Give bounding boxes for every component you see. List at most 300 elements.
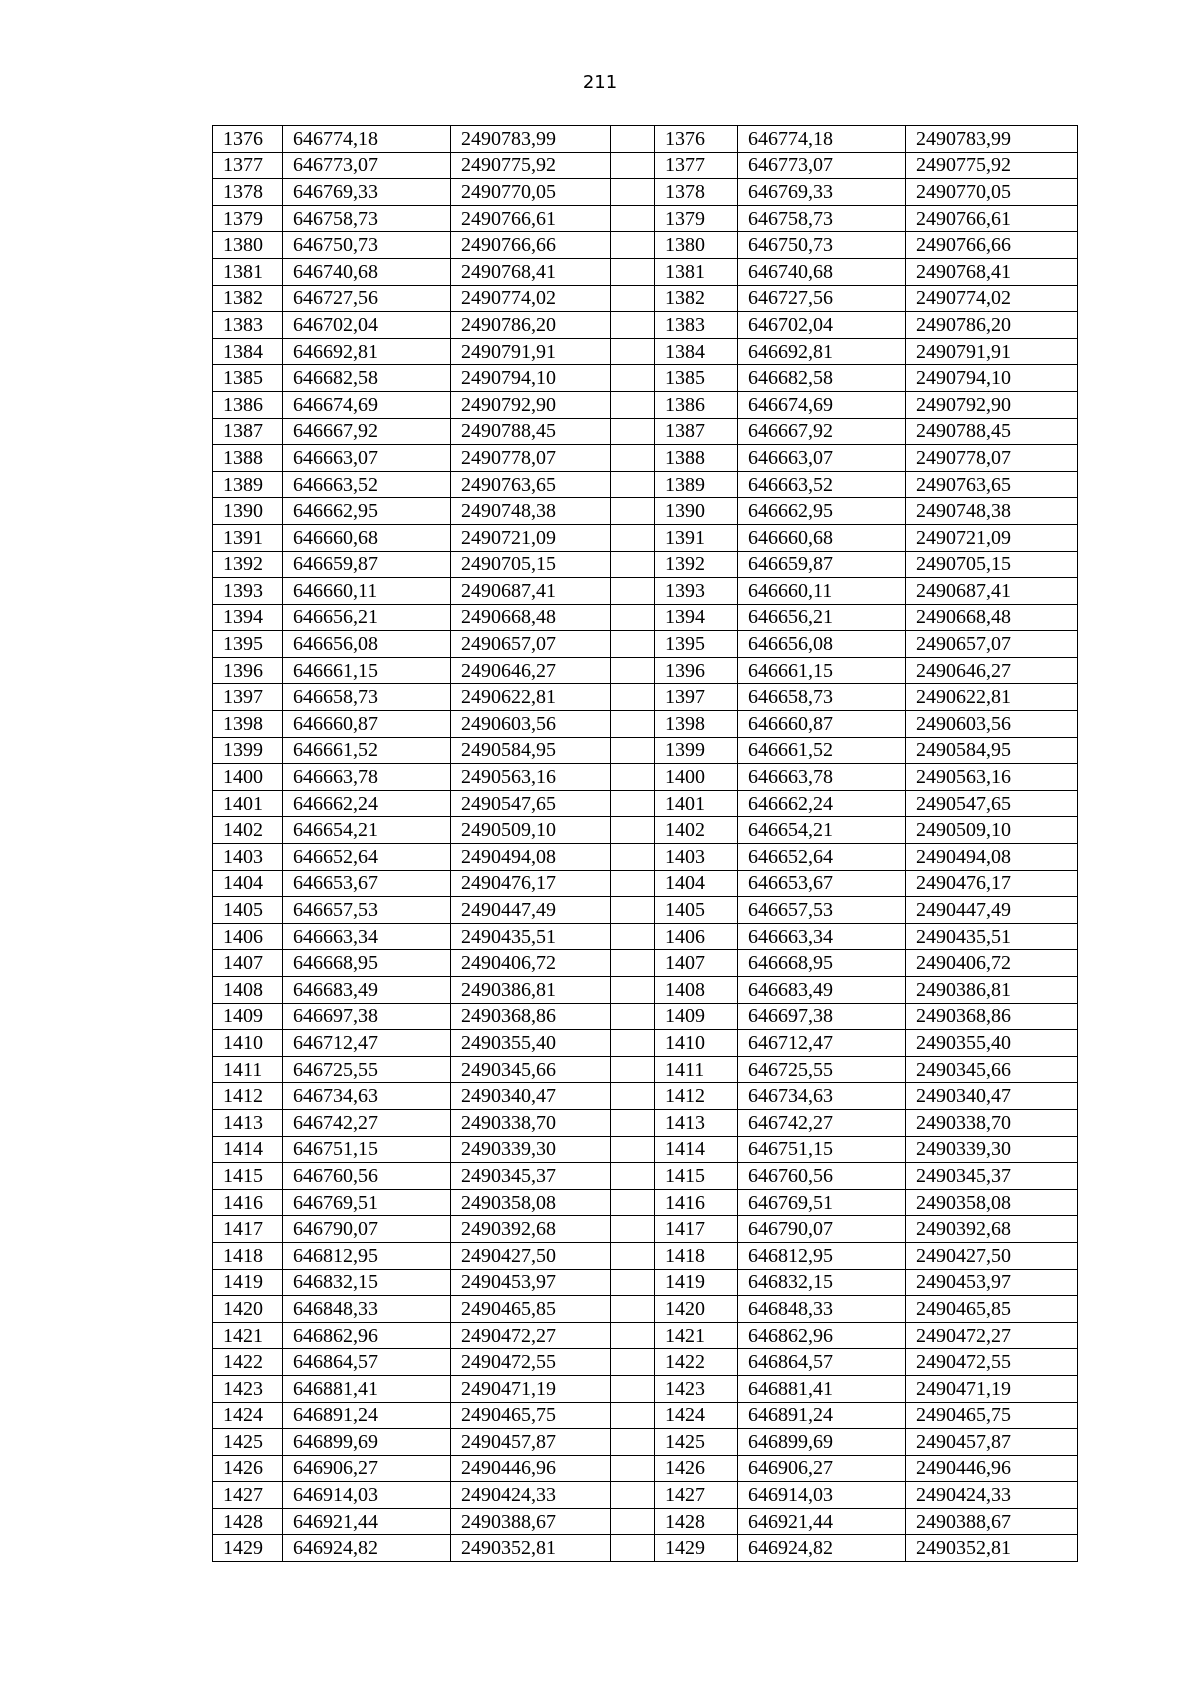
table-row [213, 1322, 1078, 1349]
table-row [213, 1455, 1078, 1482]
table-row [213, 524, 1078, 551]
point-number-cell: 1421 [213, 1322, 283, 1349]
point-number-cell: 1391 [213, 524, 283, 551]
x-coordinate-cell: 646661,52 [283, 737, 451, 764]
y-coordinate-cell: 2490339,30 [451, 1136, 611, 1163]
x-coordinate-cell-right: 646727,56 [738, 285, 906, 312]
x-coordinate-cell-right: 646702,04 [738, 312, 906, 339]
x-coordinate-cell-right: 646682,58 [738, 365, 906, 392]
x-coordinate-cell-right: 646725,55 [738, 1056, 906, 1083]
x-coordinate-cell: 646692,81 [283, 338, 451, 365]
empty-cell [611, 258, 655, 285]
table-row [213, 1030, 1078, 1057]
x-coordinate-cell: 646663,07 [283, 445, 451, 472]
table-row [213, 471, 1078, 498]
table-row [213, 498, 1078, 525]
empty-cell [611, 1136, 655, 1163]
x-coordinate-cell-right: 646773,07 [738, 152, 906, 179]
y-coordinate-cell: 2490646,27 [451, 657, 611, 684]
point-number-cell-right: 1403 [655, 844, 738, 871]
point-number-cell: 1403 [213, 844, 283, 871]
point-number-cell-right: 1389 [655, 471, 738, 498]
y-coordinate-cell-right: 2490338,70 [906, 1109, 1078, 1136]
point-number-cell: 1384 [213, 338, 283, 365]
y-coordinate-cell: 2490622,81 [451, 684, 611, 711]
y-coordinate-cell-right: 2490465,75 [906, 1402, 1078, 1429]
table-row [213, 578, 1078, 605]
table-row [213, 338, 1078, 365]
table-row [213, 1163, 1078, 1190]
x-coordinate-cell: 646751,15 [283, 1136, 451, 1163]
point-number-cell-right: 1426 [655, 1455, 738, 1482]
table-row [213, 844, 1078, 871]
table-row [213, 445, 1078, 472]
y-coordinate-cell: 2490705,15 [451, 551, 611, 578]
point-number-cell: 1386 [213, 391, 283, 418]
empty-cell [611, 684, 655, 711]
empty-cell [611, 152, 655, 179]
x-coordinate-cell: 646660,87 [283, 711, 451, 738]
y-coordinate-cell-right: 2490646,27 [906, 657, 1078, 684]
point-number-cell-right: 1423 [655, 1375, 738, 1402]
y-coordinate-cell-right: 2490547,65 [906, 790, 1078, 817]
x-coordinate-cell: 646683,49 [283, 977, 451, 1004]
point-number-cell-right: 1409 [655, 1003, 738, 1030]
y-coordinate-cell: 2490774,02 [451, 285, 611, 312]
x-coordinate-cell-right: 646899,69 [738, 1429, 906, 1456]
x-coordinate-cell: 646769,33 [283, 179, 451, 206]
y-coordinate-cell-right: 2490622,81 [906, 684, 1078, 711]
point-number-cell-right: 1404 [655, 870, 738, 897]
table-row [213, 1136, 1078, 1163]
point-number-cell: 1396 [213, 657, 283, 684]
x-coordinate-cell: 646790,07 [283, 1216, 451, 1243]
point-number-cell-right: 1386 [655, 391, 738, 418]
point-number-cell: 1428 [213, 1508, 283, 1535]
empty-cell [611, 1056, 655, 1083]
empty-cell [611, 790, 655, 817]
table-row [213, 1216, 1078, 1243]
empty-cell [611, 445, 655, 472]
table-row [213, 365, 1078, 392]
point-number-cell-right: 1402 [655, 817, 738, 844]
y-coordinate-cell: 2490447,49 [451, 897, 611, 924]
y-coordinate-cell-right: 2490770,05 [906, 179, 1078, 206]
y-coordinate-cell: 2490435,51 [451, 923, 611, 950]
x-coordinate-cell: 646697,38 [283, 1003, 451, 1030]
empty-cell [611, 1109, 655, 1136]
y-coordinate-cell: 2490406,72 [451, 950, 611, 977]
empty-cell [611, 897, 655, 924]
table-row [213, 285, 1078, 312]
point-number-cell-right: 1396 [655, 657, 738, 684]
x-coordinate-cell: 646682,58 [283, 365, 451, 392]
x-coordinate-cell-right: 646660,11 [738, 578, 906, 605]
x-coordinate-cell: 646662,95 [283, 498, 451, 525]
empty-cell [611, 1482, 655, 1509]
y-coordinate-cell: 2490775,92 [451, 152, 611, 179]
point-number-cell: 1402 [213, 817, 283, 844]
x-coordinate-cell: 646654,21 [283, 817, 451, 844]
y-coordinate-cell: 2490792,90 [451, 391, 611, 418]
x-coordinate-cell-right: 646660,68 [738, 524, 906, 551]
x-coordinate-cell-right: 646812,95 [738, 1242, 906, 1269]
y-coordinate-cell: 2490465,75 [451, 1402, 611, 1429]
x-coordinate-cell-right: 646734,63 [738, 1083, 906, 1110]
y-coordinate-cell: 2490763,65 [451, 471, 611, 498]
table-row [213, 1003, 1078, 1030]
table-row [213, 1508, 1078, 1535]
empty-cell [611, 524, 655, 551]
y-coordinate-cell-right: 2490786,20 [906, 312, 1078, 339]
y-coordinate-cell: 2490778,07 [451, 445, 611, 472]
y-coordinate-cell-right: 2490392,68 [906, 1216, 1078, 1243]
x-coordinate-cell-right: 646760,56 [738, 1163, 906, 1190]
y-coordinate-cell-right: 2490447,49 [906, 897, 1078, 924]
x-coordinate-cell-right: 646667,92 [738, 418, 906, 445]
y-coordinate-cell-right: 2490388,67 [906, 1508, 1078, 1535]
y-coordinate-cell-right: 2490603,56 [906, 711, 1078, 738]
x-coordinate-cell: 646899,69 [283, 1429, 451, 1456]
point-number-cell: 1387 [213, 418, 283, 445]
table-row [213, 1109, 1078, 1136]
y-coordinate-cell: 2490368,86 [451, 1003, 611, 1030]
table-row [213, 711, 1078, 738]
page-number: 211 [582, 72, 618, 93]
point-number-cell-right: 1388 [655, 445, 738, 472]
empty-cell [611, 604, 655, 631]
x-coordinate-cell: 646663,78 [283, 764, 451, 791]
point-number-cell: 1426 [213, 1455, 283, 1482]
point-number-cell: 1392 [213, 551, 283, 578]
coordinates-table-body [213, 126, 1078, 1562]
point-number-cell-right: 1415 [655, 1163, 738, 1190]
empty-cell [611, 817, 655, 844]
x-coordinate-cell-right: 646659,87 [738, 551, 906, 578]
point-number-cell: 1423 [213, 1375, 283, 1402]
x-coordinate-cell: 646906,27 [283, 1455, 451, 1482]
y-coordinate-cell-right: 2490748,38 [906, 498, 1078, 525]
table-row [213, 1429, 1078, 1456]
point-number-cell: 1420 [213, 1296, 283, 1323]
point-number-cell: 1429 [213, 1535, 283, 1562]
coordinates-table [212, 125, 1078, 1562]
y-coordinate-cell: 2490563,16 [451, 764, 611, 791]
x-coordinate-cell: 646891,24 [283, 1402, 451, 1429]
x-coordinate-cell: 646663,34 [283, 923, 451, 950]
y-coordinate-cell-right: 2490453,97 [906, 1269, 1078, 1296]
empty-cell [611, 471, 655, 498]
x-coordinate-cell-right: 646663,07 [738, 445, 906, 472]
point-number-cell: 1390 [213, 498, 283, 525]
point-number-cell-right: 1380 [655, 232, 738, 259]
point-number-cell-right: 1392 [655, 551, 738, 578]
point-number-cell-right: 1416 [655, 1189, 738, 1216]
empty-cell [611, 1030, 655, 1057]
point-number-cell-right: 1408 [655, 977, 738, 1004]
x-coordinate-cell: 646750,73 [283, 232, 451, 259]
table-row [213, 764, 1078, 791]
x-coordinate-cell-right: 646924,82 [738, 1535, 906, 1562]
x-coordinate-cell-right: 646661,52 [738, 737, 906, 764]
point-number-cell: 1414 [213, 1136, 283, 1163]
point-number-cell: 1424 [213, 1402, 283, 1429]
table-row [213, 1242, 1078, 1269]
x-coordinate-cell: 646663,52 [283, 471, 451, 498]
empty-cell [611, 285, 655, 312]
y-coordinate-cell: 2490768,41 [451, 258, 611, 285]
y-coordinate-cell-right: 2490465,85 [906, 1296, 1078, 1323]
point-number-cell: 1425 [213, 1429, 283, 1456]
y-coordinate-cell: 2490465,85 [451, 1296, 611, 1323]
point-number-cell: 1416 [213, 1189, 283, 1216]
y-coordinate-cell-right: 2490386,81 [906, 977, 1078, 1004]
y-coordinate-cell: 2490345,66 [451, 1056, 611, 1083]
x-coordinate-cell-right: 646751,15 [738, 1136, 906, 1163]
table-row [213, 1349, 1078, 1376]
point-number-cell: 1377 [213, 152, 283, 179]
empty-cell [611, 578, 655, 605]
x-coordinate-cell: 646668,95 [283, 950, 451, 977]
point-number-cell: 1413 [213, 1109, 283, 1136]
table-row [213, 1269, 1078, 1296]
empty-cell [611, 1455, 655, 1482]
x-coordinate-cell-right: 646663,34 [738, 923, 906, 950]
table-row [213, 923, 1078, 950]
y-coordinate-cell-right: 2490766,66 [906, 232, 1078, 259]
point-number-cell-right: 1381 [655, 258, 738, 285]
point-number-cell: 1383 [213, 312, 283, 339]
y-coordinate-cell-right: 2490705,15 [906, 551, 1078, 578]
point-number-cell-right: 1377 [655, 152, 738, 179]
point-number-cell: 1395 [213, 631, 283, 658]
point-number-cell-right: 1411 [655, 1056, 738, 1083]
y-coordinate-cell-right: 2490788,45 [906, 418, 1078, 445]
x-coordinate-cell-right: 646758,73 [738, 205, 906, 232]
x-coordinate-cell: 646674,69 [283, 391, 451, 418]
point-number-cell-right: 1398 [655, 711, 738, 738]
y-coordinate-cell: 2490345,37 [451, 1163, 611, 1190]
x-coordinate-cell-right: 646921,44 [738, 1508, 906, 1535]
x-coordinate-cell-right: 646661,15 [738, 657, 906, 684]
x-coordinate-cell-right: 646769,33 [738, 179, 906, 206]
y-coordinate-cell: 2490340,47 [451, 1083, 611, 1110]
y-coordinate-cell: 2490472,55 [451, 1349, 611, 1376]
x-coordinate-cell-right: 646653,67 [738, 870, 906, 897]
table-row [213, 232, 1078, 259]
point-number-cell-right: 1401 [655, 790, 738, 817]
x-coordinate-cell-right: 646662,95 [738, 498, 906, 525]
x-coordinate-cell-right: 646662,24 [738, 790, 906, 817]
y-coordinate-cell-right: 2490778,07 [906, 445, 1078, 472]
table-row [213, 1535, 1078, 1562]
point-number-cell: 1380 [213, 232, 283, 259]
empty-cell [611, 551, 655, 578]
point-number-cell: 1389 [213, 471, 283, 498]
point-number-cell-right: 1418 [655, 1242, 738, 1269]
x-coordinate-cell-right: 646848,33 [738, 1296, 906, 1323]
table-row [213, 1482, 1078, 1509]
y-coordinate-cell-right: 2490763,65 [906, 471, 1078, 498]
point-number-cell: 1385 [213, 365, 283, 392]
y-coordinate-cell-right: 2490358,08 [906, 1189, 1078, 1216]
x-coordinate-cell: 646769,51 [283, 1189, 451, 1216]
empty-cell [611, 1163, 655, 1190]
x-coordinate-cell: 646774,18 [283, 126, 451, 153]
point-number-cell-right: 1385 [655, 365, 738, 392]
point-number-cell-right: 1393 [655, 578, 738, 605]
table-row [213, 950, 1078, 977]
y-coordinate-cell-right: 2490687,41 [906, 578, 1078, 605]
y-coordinate-cell-right: 2490355,40 [906, 1030, 1078, 1057]
point-number-cell: 1388 [213, 445, 283, 472]
empty-cell [611, 1189, 655, 1216]
empty-cell [611, 1242, 655, 1269]
x-coordinate-cell: 646725,55 [283, 1056, 451, 1083]
x-coordinate-cell-right: 646862,96 [738, 1322, 906, 1349]
y-coordinate-cell-right: 2490668,48 [906, 604, 1078, 631]
point-number-cell-right: 1419 [655, 1269, 738, 1296]
point-number-cell-right: 1414 [655, 1136, 738, 1163]
y-coordinate-cell-right: 2490476,17 [906, 870, 1078, 897]
y-coordinate-cell-right: 2490472,27 [906, 1322, 1078, 1349]
y-coordinate-cell: 2490791,91 [451, 338, 611, 365]
empty-cell [611, 418, 655, 445]
table-row [213, 418, 1078, 445]
empty-cell [611, 870, 655, 897]
empty-cell [611, 1269, 655, 1296]
table-row [213, 870, 1078, 897]
x-coordinate-cell: 646660,11 [283, 578, 451, 605]
x-coordinate-cell: 646924,82 [283, 1535, 451, 1562]
empty-cell [611, 1349, 655, 1376]
x-coordinate-cell: 646881,41 [283, 1375, 451, 1402]
empty-cell [611, 312, 655, 339]
point-number-cell-right: 1407 [655, 950, 738, 977]
point-number-cell: 1407 [213, 950, 283, 977]
empty-cell [611, 126, 655, 153]
x-coordinate-cell: 646652,64 [283, 844, 451, 871]
empty-cell [611, 711, 655, 738]
x-coordinate-cell: 646727,56 [283, 285, 451, 312]
point-number-cell-right: 1391 [655, 524, 738, 551]
y-coordinate-cell: 2490424,33 [451, 1482, 611, 1509]
table-row [213, 1402, 1078, 1429]
point-number-cell-right: 1400 [655, 764, 738, 791]
point-number-cell: 1376 [213, 126, 283, 153]
y-coordinate-cell-right: 2490424,33 [906, 1482, 1078, 1509]
empty-cell [611, 1402, 655, 1429]
empty-cell [611, 1216, 655, 1243]
y-coordinate-cell: 2490494,08 [451, 844, 611, 871]
y-coordinate-cell-right: 2490721,09 [906, 524, 1078, 551]
x-coordinate-cell-right: 646654,21 [738, 817, 906, 844]
x-coordinate-cell: 646773,07 [283, 152, 451, 179]
y-coordinate-cell-right: 2490783,99 [906, 126, 1078, 153]
x-coordinate-cell-right: 646712,47 [738, 1030, 906, 1057]
y-coordinate-cell: 2490509,10 [451, 817, 611, 844]
y-coordinate-cell: 2490392,68 [451, 1216, 611, 1243]
point-number-cell-right: 1428 [655, 1508, 738, 1535]
x-coordinate-cell: 646921,44 [283, 1508, 451, 1535]
table-row [213, 790, 1078, 817]
y-coordinate-cell: 2490584,95 [451, 737, 611, 764]
y-coordinate-cell: 2490770,05 [451, 179, 611, 206]
table-row [213, 152, 1078, 179]
empty-cell [611, 657, 655, 684]
empty-cell [611, 923, 655, 950]
x-coordinate-cell-right: 646683,49 [738, 977, 906, 1004]
y-coordinate-cell: 2490338,70 [451, 1109, 611, 1136]
table-row [213, 391, 1078, 418]
x-coordinate-cell: 646702,04 [283, 312, 451, 339]
empty-cell [611, 205, 655, 232]
point-number-cell: 1379 [213, 205, 283, 232]
point-number-cell: 1406 [213, 923, 283, 950]
point-number-cell-right: 1429 [655, 1535, 738, 1562]
y-coordinate-cell: 2490358,08 [451, 1189, 611, 1216]
y-coordinate-cell-right: 2490457,87 [906, 1429, 1078, 1456]
x-coordinate-cell-right: 646656,08 [738, 631, 906, 658]
point-number-cell-right: 1413 [655, 1109, 738, 1136]
empty-cell [611, 1083, 655, 1110]
y-coordinate-cell-right: 2490345,37 [906, 1163, 1078, 1190]
point-number-cell: 1400 [213, 764, 283, 791]
x-coordinate-cell: 646657,53 [283, 897, 451, 924]
y-coordinate-cell-right: 2490446,96 [906, 1455, 1078, 1482]
empty-cell [611, 1508, 655, 1535]
y-coordinate-cell-right: 2490472,55 [906, 1349, 1078, 1376]
point-number-cell-right: 1379 [655, 205, 738, 232]
point-number-cell-right: 1382 [655, 285, 738, 312]
table-row [213, 179, 1078, 206]
table-row [213, 1375, 1078, 1402]
empty-cell [611, 1322, 655, 1349]
x-coordinate-cell: 646758,73 [283, 205, 451, 232]
y-coordinate-cell: 2490352,81 [451, 1535, 611, 1562]
x-coordinate-cell-right: 646881,41 [738, 1375, 906, 1402]
y-coordinate-cell: 2490721,09 [451, 524, 611, 551]
table-row [213, 205, 1078, 232]
x-coordinate-cell: 646812,95 [283, 1242, 451, 1269]
table-row [213, 737, 1078, 764]
point-number-cell: 1415 [213, 1163, 283, 1190]
empty-cell [611, 498, 655, 525]
y-coordinate-cell: 2490668,48 [451, 604, 611, 631]
x-coordinate-cell: 646667,92 [283, 418, 451, 445]
y-coordinate-cell-right: 2490775,92 [906, 152, 1078, 179]
point-number-cell: 1412 [213, 1083, 283, 1110]
x-coordinate-cell-right: 646740,68 [738, 258, 906, 285]
empty-cell [611, 1375, 655, 1402]
x-coordinate-cell-right: 646774,18 [738, 126, 906, 153]
y-coordinate-cell: 2490794,10 [451, 365, 611, 392]
point-number-cell-right: 1376 [655, 126, 738, 153]
point-number-cell-right: 1397 [655, 684, 738, 711]
point-number-cell: 1418 [213, 1242, 283, 1269]
point-number-cell-right: 1406 [655, 923, 738, 950]
point-number-cell: 1398 [213, 711, 283, 738]
point-number-cell: 1419 [213, 1269, 283, 1296]
point-number-cell: 1405 [213, 897, 283, 924]
x-coordinate-cell-right: 646660,87 [738, 711, 906, 738]
table-row [213, 604, 1078, 631]
x-coordinate-cell: 646832,15 [283, 1269, 451, 1296]
empty-cell [611, 1003, 655, 1030]
x-coordinate-cell-right: 646674,69 [738, 391, 906, 418]
x-coordinate-cell-right: 646652,64 [738, 844, 906, 871]
y-coordinate-cell-right: 2490766,61 [906, 205, 1078, 232]
